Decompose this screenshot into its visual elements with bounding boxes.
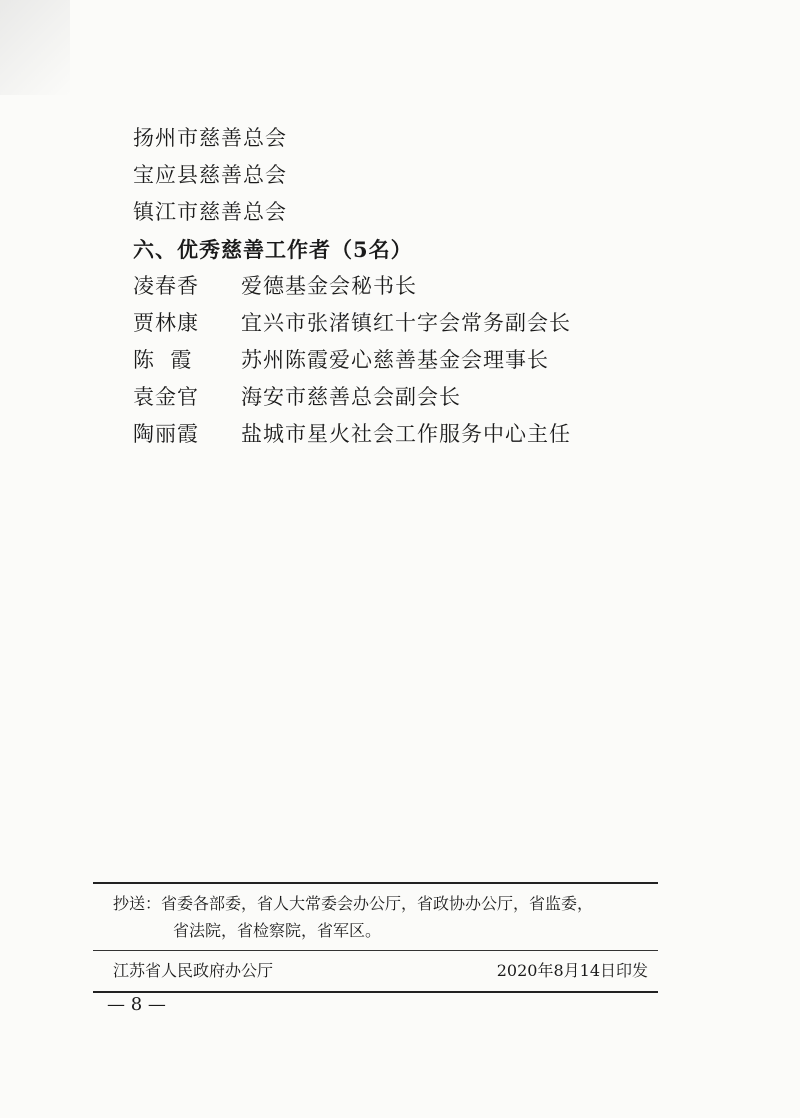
- worker-title: 苏州陈霞爱心慈善基金会理事长: [241, 348, 549, 372]
- worker-title: 海安市慈善总会副会长: [241, 385, 461, 409]
- worker-row: [133, 342, 733, 379]
- worker-name: 凌春香: [133, 274, 199, 298]
- worker-row: [133, 305, 733, 342]
- worker-name: 陈 霞: [133, 348, 193, 372]
- scan-edge-shadow: [0, 0, 70, 95]
- org-item: 宝应县慈善总会: [133, 163, 287, 187]
- org-item: 扬州市慈善总会: [133, 126, 287, 150]
- document-footer: [93, 882, 658, 993]
- worker-title: 爱德基金会秘书长: [241, 274, 417, 298]
- org-item: 镇江市慈善总会: [133, 200, 287, 224]
- cc-line: 抄送：省委各部委，省人大常委会办公厅，省政协办公厅，省监委，: [113, 894, 594, 913]
- worker-title: 盐城市星火社会工作服务中心主任: [241, 422, 571, 446]
- worker-row: [133, 268, 733, 305]
- footer-bottom-rule: [93, 991, 658, 993]
- cc-line: 省法院，省检察院，省军区。: [173, 921, 382, 940]
- issue-date: 2020年8月14日印发: [496, 961, 648, 980]
- issuer: 江苏省人民政府办公厅: [113, 961, 274, 980]
- section-heading: 六、优秀慈善工作者（5名）: [133, 237, 413, 262]
- worker-name: 贾林康: [133, 311, 199, 335]
- worker-name: 袁金官: [133, 385, 199, 409]
- page-number: — 8 —: [107, 994, 166, 1015]
- worker-name: 陶丽霞: [133, 422, 199, 446]
- worker-title: 宜兴市张渚镇红十字会常务副会长: [241, 311, 571, 335]
- worker-row: [133, 416, 733, 453]
- cc-block: [93, 884, 658, 950]
- issue-row: [93, 951, 658, 991]
- worker-row: [133, 379, 733, 416]
- award-list: [133, 120, 733, 453]
